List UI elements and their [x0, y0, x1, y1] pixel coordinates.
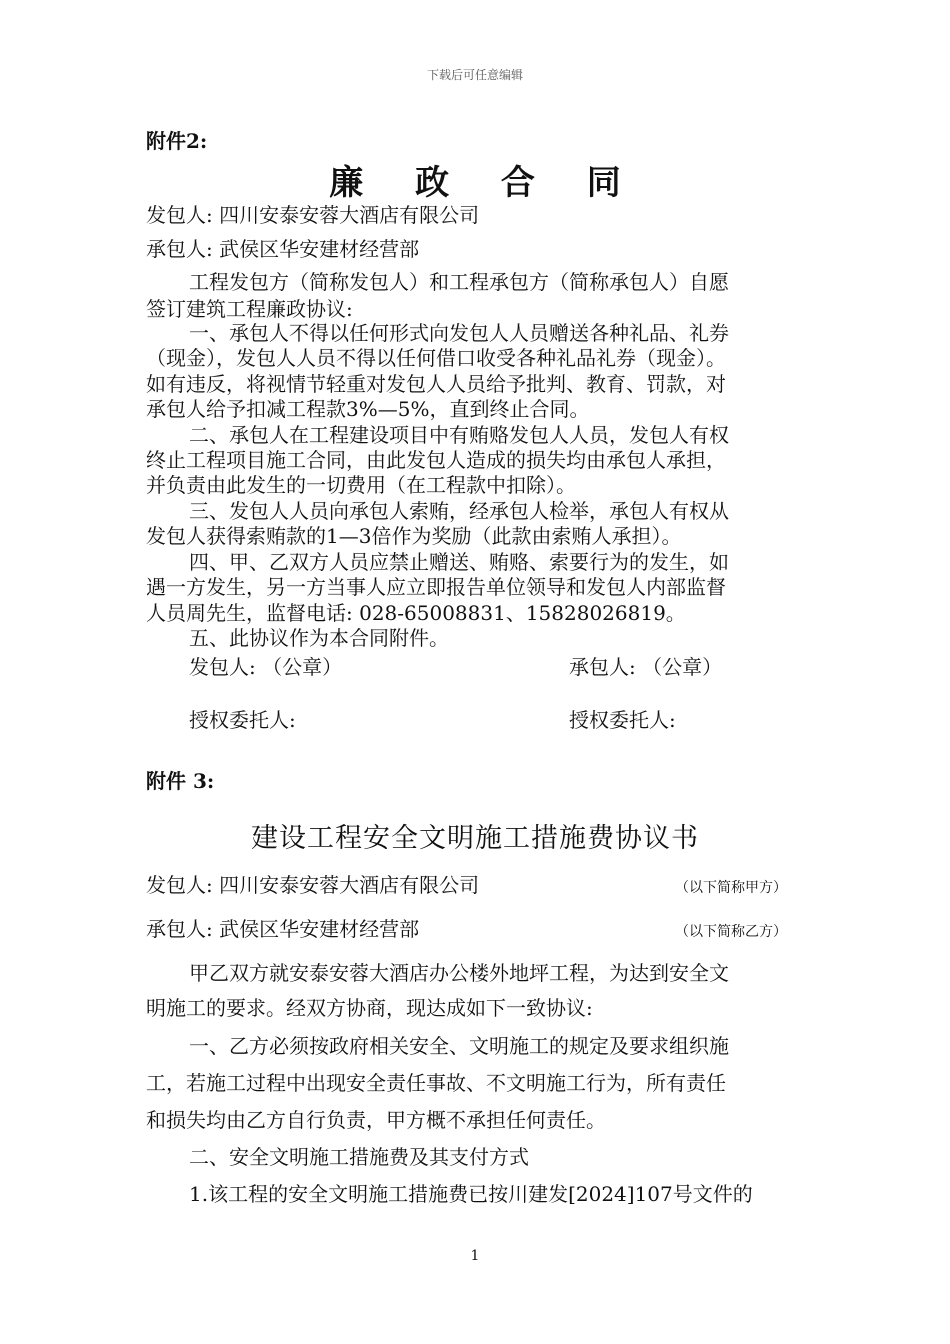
clause-line: （现金），发包人人员不得以任何借口收受各种礼品礼券（现金）。	[146, 346, 726, 370]
clause-line: 二、承包人在工程建设项目中有贿赂发包人人员，发包人有权	[189, 423, 729, 447]
body-line: 和损失均由乙方自行负责，甲方概不承担任何责任。	[146, 1108, 606, 1132]
body-line: 二、安全文明施工措施费及其支付方式	[189, 1145, 529, 1169]
contractor-note: （以下简称乙方）	[675, 924, 787, 940]
employer-note: （以下简称甲方）	[675, 880, 787, 896]
sign-employer: 发包人: （公章）	[189, 655, 343, 679]
attachment3-employer: 发包人: 四川安泰安蓉大酒店有限公司	[146, 873, 480, 897]
attachment3-label: 附件 3:	[146, 769, 215, 793]
attachment3-contractor: 承包人: 武侯区华安建材经营部	[146, 917, 420, 941]
attachment2-title: 廉 政 合 同	[329, 163, 641, 203]
clause-line: 三、发包人人员向承包人索贿，经承包人检举，承包人有权从	[189, 499, 729, 523]
header-note: 下载后可任意编辑	[426, 68, 523, 82]
clause-line: 遇一方发生，另一方当事人应立即报告单位领导和发包人内部监督	[146, 575, 726, 599]
body-line: 一、乙方必须按政府相关安全、文明施工的规定及要求组织施	[189, 1034, 729, 1058]
clause-line: 并负责由此发生的一切费用（在工程款中扣除）。	[146, 473, 576, 497]
attachment2-label: 附件2:	[146, 129, 208, 153]
auth-employer: 授权委托人:	[189, 708, 296, 732]
clause-line: 如有违反，将视情节轻重对发包人人员给予批判、教育、罚款，对	[146, 372, 726, 396]
attachment2-contractor: 承包人: 武侯区华安建材经营部	[146, 237, 420, 261]
page-number: 1	[470, 1248, 480, 1264]
clause-line: 四、甲、乙双方人员应禁止赠送、贿赂、索要行为的发生，如	[189, 550, 729, 574]
clause-line: 发包人获得索贿款的1—3倍作为奖励（此款由索贿人承担）。	[146, 524, 682, 548]
body-line: 1.该工程的安全文明施工措施费已按川建发[2024]107号文件的	[189, 1182, 753, 1206]
clause-line: 五、此协议作为本合同附件。	[189, 626, 449, 650]
intro-line: 签订建筑工程廉政协议:	[146, 297, 353, 321]
clause-line: 一、承包人不得以任何形式向发包人人员赠送各种礼品、礼券	[189, 321, 729, 345]
clause-line: 人员周先生，监督电话: 028-65008831、15828026819。	[146, 601, 686, 625]
intro-line: 工程发包方（简称发包人）和工程承包方（简称承包人）自愿	[189, 270, 729, 294]
clause-line: 终止工程项目施工合同，由此发包人造成的损失均由承包人承担，	[146, 448, 726, 472]
sign-contractor: 承包人: （公章）	[569, 655, 723, 679]
attachment3-title: 建设工程安全文明施工措施费协议书	[251, 823, 699, 854]
clause-line: 承包人给予扣减工程款3%—5%，直到终止合同。	[146, 397, 590, 421]
body-line: 明施工的要求。经双方协商，现达成如下一致协议:	[146, 996, 593, 1020]
body-line: 工，若施工过程中出现安全责任事故、不文明施工行为，所有责任	[146, 1071, 726, 1095]
auth-contractor: 授权委托人:	[569, 708, 676, 732]
attachment2-employer: 发包人: 四川安泰安蓉大酒店有限公司	[146, 203, 480, 227]
body-line: 甲乙双方就安泰安蓉大酒店办公楼外地坪工程，为达到安全文	[189, 961, 729, 985]
